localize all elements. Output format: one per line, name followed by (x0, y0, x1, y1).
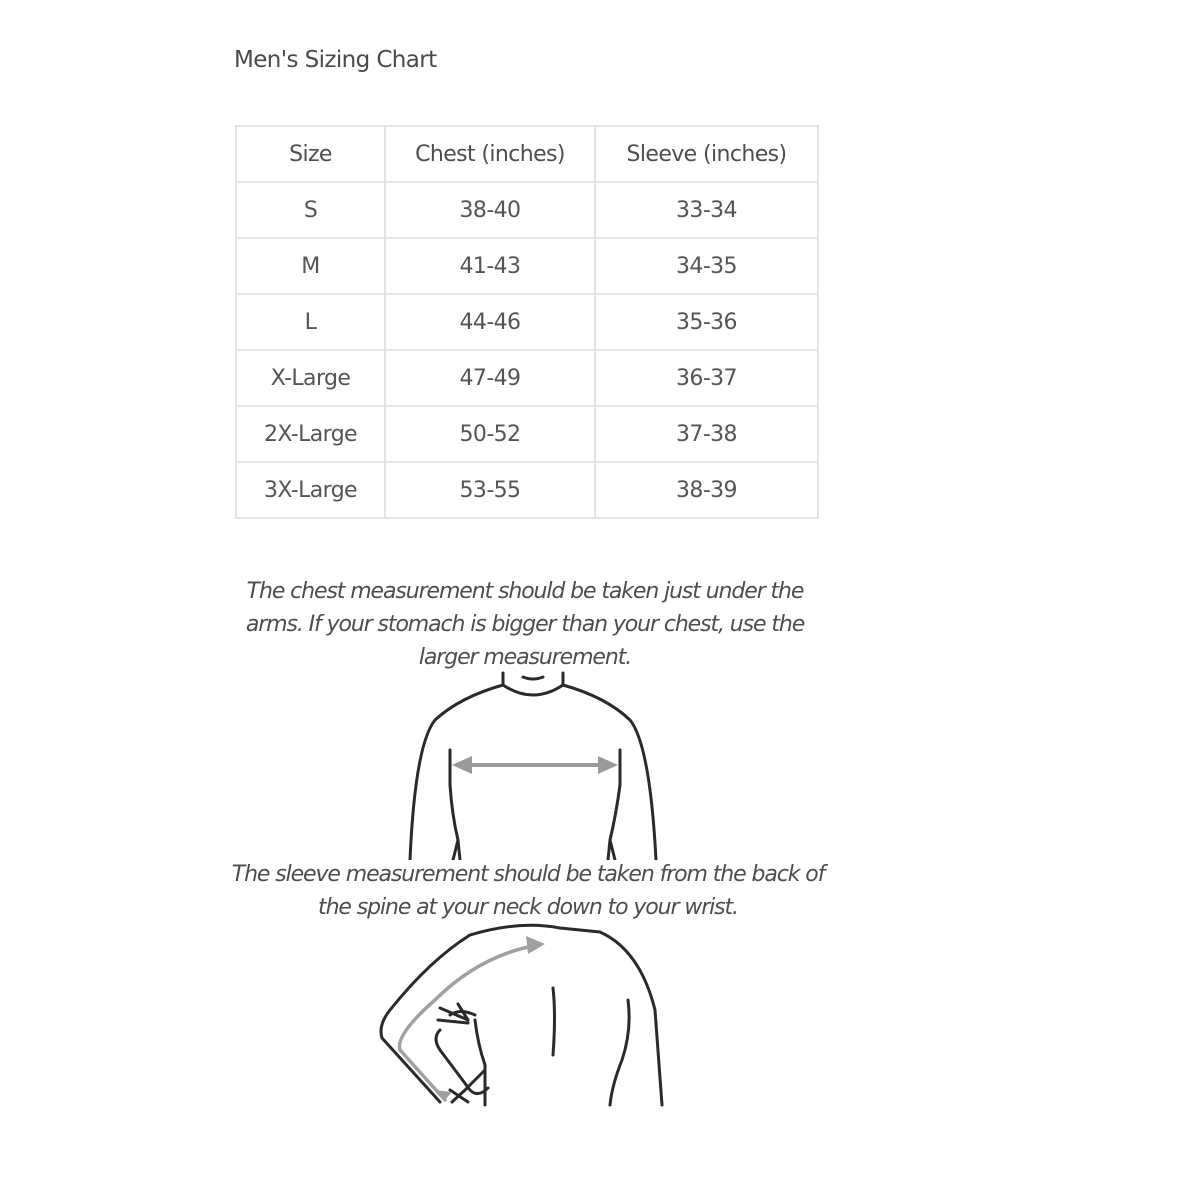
table-row (236, 294, 818, 350)
cell-size: 3X-Large (236, 462, 385, 518)
sleeve-measurement-illustration (360, 920, 680, 1110)
cell-size: M (236, 238, 385, 294)
cell-size: L (236, 294, 385, 350)
table-row (236, 406, 818, 462)
table-row (236, 182, 818, 238)
cell-sleeve: 36-37 (595, 350, 818, 406)
header-chest: Chest (inches) (385, 126, 595, 182)
table-row (236, 462, 818, 518)
sizing-table (235, 125, 819, 519)
cell-sleeve: 34-35 (595, 238, 818, 294)
cell-sleeve: 38-39 (595, 462, 818, 518)
cell-sleeve: 37-38 (595, 406, 818, 462)
table-header-row (236, 126, 818, 182)
cell-sleeve: 35-36 (595, 294, 818, 350)
cell-size: X-Large (236, 350, 385, 406)
cell-chest: 38-40 (385, 182, 595, 238)
header-sleeve: Sleeve (inches) (595, 126, 818, 182)
page-title: Men's Sizing Chart (234, 47, 437, 73)
cell-chest: 41-43 (385, 238, 595, 294)
cell-sleeve: 33-34 (595, 182, 818, 238)
torso-back-arm-bent-icon (360, 920, 680, 1110)
cell-chest: 50-52 (385, 406, 595, 462)
chest-measurement-note: The chest measurement should be taken just under the arms. If your stomach is bigger than your chest, use the larger measurement. (245, 579, 805, 670)
cell-chest: 53-55 (385, 462, 595, 518)
cell-size: S (236, 182, 385, 238)
cell-chest: 44-46 (385, 294, 595, 350)
torso-front-icon (380, 665, 680, 860)
table-row (236, 350, 818, 406)
cell-chest: 47-49 (385, 350, 595, 406)
table-row (236, 238, 818, 294)
sleeve-measurement-note: The sleeve measurement should be taken from the back of the spine at your neck down to your wrist. (231, 862, 825, 920)
cell-size: 2X-Large (236, 406, 385, 462)
header-size: Size (236, 126, 385, 182)
chest-measurement-illustration (380, 665, 680, 860)
